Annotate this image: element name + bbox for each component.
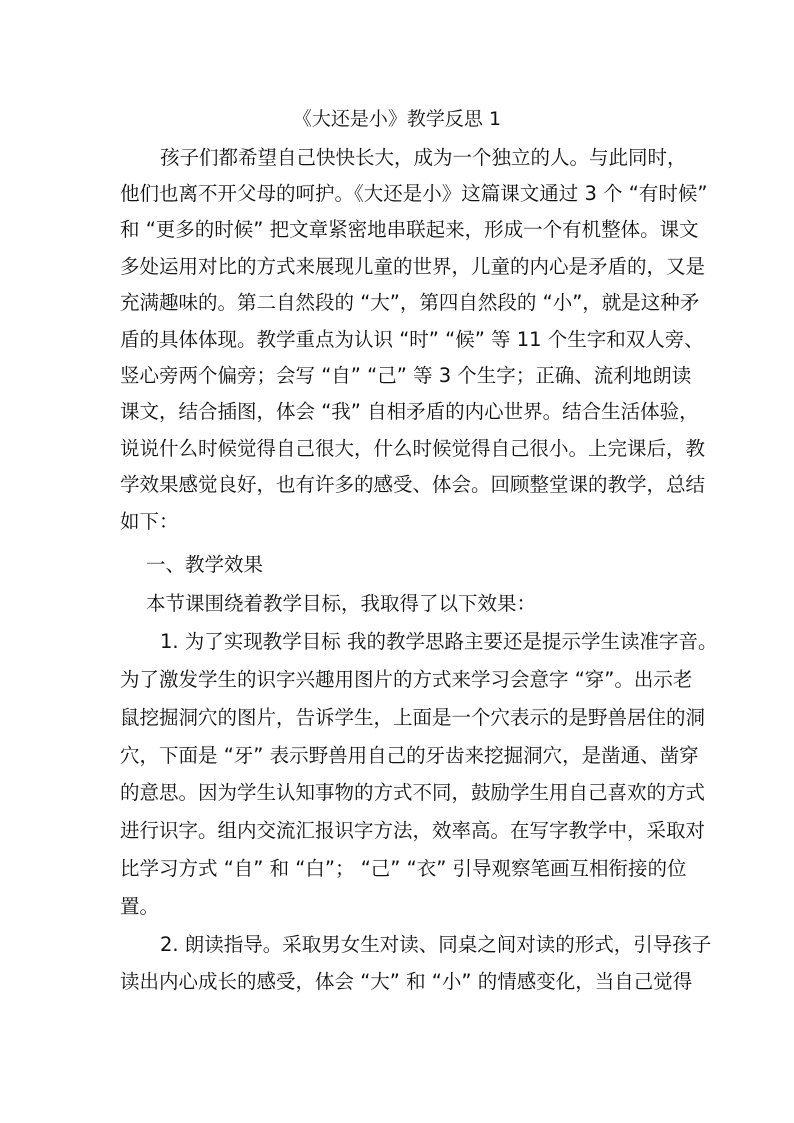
paragraph-line: 如下： bbox=[120, 510, 179, 533]
paragraph-line: 的意思。因为学生认知事物的方式不同，鼓励学生用自己喜欢的方式 bbox=[120, 781, 706, 804]
paragraph-line: 孩子们都希望自己快快长大，成为一个独立的人。与此同时， bbox=[160, 146, 687, 169]
paragraph-line: 置。 bbox=[120, 895, 160, 918]
section-heading: 一、教学效果 bbox=[146, 553, 264, 576]
paragraph-line: 读出内心成长的感受，体会 “大” 和 “小” 的情感变化，当自己觉得 bbox=[120, 970, 693, 993]
paragraph-line: 1. 为了实现教学目标 我的教学思路主要还是提示学生读准字音。 bbox=[160, 630, 718, 653]
paragraph-line: 充满趣味的。第二自然段的 “大”，第四自然段的 “小”，就是这种矛 bbox=[120, 291, 700, 314]
paragraph-line: 鼠挖掘洞穴的图片，告诉学生，上面是一个穴表示的是野兽居住的洞 bbox=[120, 706, 706, 729]
paragraph-line: 竖心旁两个偏旁；会写 “自” “己” 等 3 个生字；正确、流利地朗读 bbox=[120, 364, 692, 387]
document-title: 《大还是小》教学反思 1 bbox=[292, 108, 502, 130]
paragraph-line: 穴，下面是 “牙” 表示野兽用自己的牙齿来挖掘洞穴，是凿通、凿穿 bbox=[120, 744, 699, 767]
paragraph-line: 说说什么时候觉得自己很大，什么时候觉得自己很小。上完课后，教 bbox=[120, 437, 706, 460]
paragraph-line: 为了激发学生的识字兴趣用图片的方式来学习会意字 “穿”。出示老 bbox=[120, 668, 693, 691]
paragraph-line: 他们也离不开父母的呵护。《大还是小》这篇课文通过 3 个 “有时候” bbox=[120, 182, 708, 205]
paragraph-line: 和 “更多的时候” 把文章紧密地串联起来，形成一个有机整体。课文 bbox=[120, 218, 699, 241]
paragraph-line: 学效果感觉良好，也有许多的感受、体会。回顾整堂课的教学，总结 bbox=[120, 473, 706, 496]
paragraph-line: 多处运用对比的方式来展现儿童的世界，儿童的内心是矛盾的，又是 bbox=[120, 255, 706, 278]
paragraph-line: 比学习方式 “自” 和 “白”； “己” “衣” 引导观察笔画互相衔接的位 bbox=[120, 857, 687, 880]
paragraph-line: 课文，结合插图，体会 “我” 自相矛盾的内心世界。结合生活体验， bbox=[120, 400, 699, 423]
paragraph-line: 盾的具体体现。教学重点为认识 “时” “候” 等 11 个生字和双人旁、 bbox=[120, 328, 704, 351]
paragraph-line: 2. 朗读指导。采取男女生对读、同桌之间对读的形式，引导孩子 bbox=[160, 933, 712, 956]
paragraph-line: 进行识字。组内交流汇报识字方法，效率高。在写字教学中，采取对 bbox=[120, 819, 706, 842]
paragraph-line: 本节课围绕着教学目标，我取得了以下效果： bbox=[146, 592, 537, 615]
